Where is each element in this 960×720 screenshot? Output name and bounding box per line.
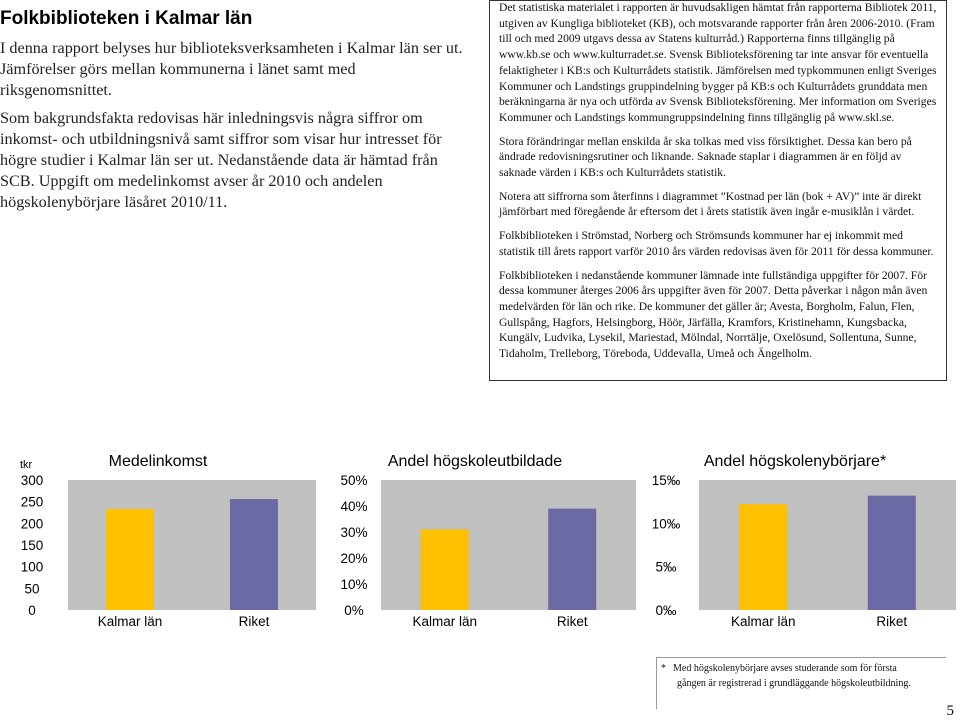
intro-paragraph: I denna rapport belyses hur biblioteksverksamheten i Kalmar län ser ut. Jämförelser görs mellan kommunerna i länet samt med riksgenomsnittet. <box>0 39 463 99</box>
y-tick-label: 100 <box>20 559 44 575</box>
chart-svg <box>0 440 320 640</box>
y-tick-label: 40% <box>340 499 368 514</box>
y-tick-label: 30% <box>340 525 368 540</box>
bar <box>421 529 469 610</box>
chart-title: Andel högskoleutbildade <box>387 453 563 470</box>
plot-area <box>699 480 956 610</box>
y-tick-label: 300 <box>20 473 44 488</box>
plot-area <box>68 480 316 610</box>
category-label: Kalmar län <box>730 614 796 629</box>
note-changes: Stora förändringar mellan enskilda år ska tolkas med viss försiktighet. Dessa kan bero på ändrade redovisningsrutiner och liknande. Saknade staplar i diagrammen är en följd av saknade värden i KB:s och Kulturrådets statistik. <box>499 134 912 180</box>
category-label: Kalmar län <box>97 614 163 629</box>
unit-label: tkr <box>20 459 33 471</box>
y-tick-label: 150 <box>20 538 44 553</box>
category-label: Riket <box>238 614 270 629</box>
y-tick-label: 0% <box>344 603 364 618</box>
chart-andel-hogskoleutbildade <box>320 440 640 640</box>
chart-svg <box>320 440 640 640</box>
background-facts-paragraph: Som bakgrundsfakta redovisas här inledningsvis några siffror om inkomst- och utbildningsnivå samt siffror som visar hur intresset för högre studier i Kalmar län ser ut. Nedanstående data är hämtad från SCB. Uppgift om medelinkomst avser år 2010 och andelen högskolenybörjare läsåret 2010/11. <box>0 109 442 211</box>
note-incomplete-2007: Folkbiblioteken i nedanstående kommuner lämnade inte fullständiga uppgifter för 2007. För dessa kommuner återges 2006 års uppgifter även för 2007. Detta påverkar i någon mån även medelvärden för län och rike. De kommuner det gäller är; Avesta, Borgholm, Falun, Flen, Gullspång, Hagfors, Helsingborg, Höör, Järfälla, Kramfors, Kristinehamn, Kungsbacka, Kungälv, Ludvika, Lysekil, Mariestad, Mölndal, Norrtälje, Oxelösund, Sollentuna, Sunne, Tidaholm, Trelleborg, Töreboda, Uddevalla, Umeå och Ängelholm. <box>499 268 928 361</box>
footnote-marker: * <box>661 663 666 674</box>
chart-title: Medelinkomst <box>108 453 208 470</box>
y-tick-label: 5‰ <box>655 559 677 575</box>
footnote-text-line-1: Med högskolenybörjare avses studerande som för första <box>673 663 897 674</box>
y-tick-label: 0 <box>28 603 36 618</box>
y-tick-label: 10% <box>340 577 368 592</box>
chart-title: Andel högskolenybörjare* <box>703 453 887 470</box>
chart-medelinkomst <box>0 440 320 640</box>
page-heading: Folkbiblioteken i Kalmar län <box>0 8 253 29</box>
note-source: Det statistiska materialet i rapporten är huvudsakligen hämtat från rapporterna Bibliotek 2011, utgiven av Kungliga biblioteket (KB), och motsvarande rapporter från åren 2006-2010. (Fram till och med 2009 utgavs dessa av Statens kulturråd.) Rapporterna finns tillgänglig på www.kb.se och www.kulturradet.se. Svensk Biblioteksförening tar inte ansvar för eventuella felaktigheter i KB:s och Kulturrådets statistik. Jämförelsen med typkommunen enligt Sveriges Kommuner och Landstings gruppindelning bygger på KB:s och Kulturrådets grunddata men beräkningarna är nya och utförda av Svensk Biblioteksförening. Mer information om Sveriges Kommuner och Landstings kommungruppsindelning finns tillgänglig på www.skl.se. <box>499 1 937 124</box>
chart-svg <box>640 440 960 640</box>
category-label: Riket <box>556 614 588 629</box>
y-tick-label: 15‰ <box>651 473 681 488</box>
bar <box>739 504 787 610</box>
y-tick-label: 250 <box>20 494 44 510</box>
note-cost-diagram: Notera att siffrorna som återfinns i diagrammet ”Kostnad per län (bok + AV)” inte är direkt jämförbart med föregående år eftersom det i årets statistik även ingår e-musiklån i värdet. <box>499 189 922 219</box>
footnote <box>656 657 946 709</box>
bar <box>548 509 596 610</box>
y-tick-label: 50 <box>24 581 40 597</box>
y-tick-label: 0‰ <box>655 603 677 618</box>
bar <box>230 499 278 610</box>
page-number: 5 <box>946 703 954 719</box>
chart-andel-hogskolenyborjare <box>640 440 960 640</box>
category-label: Riket <box>876 614 908 629</box>
bar <box>106 509 154 610</box>
y-tick-label: 50% <box>340 473 368 488</box>
y-tick-label: 10‰ <box>651 516 681 532</box>
category-label: Kalmar län <box>412 614 478 629</box>
y-tick-label: 20% <box>340 551 368 566</box>
footnote-text-line-2: gången är registrerad i grundläggande högskoleutbildning. <box>677 678 911 689</box>
y-tick-label: 200 <box>20 516 44 532</box>
bar <box>868 496 916 610</box>
note-missing-municipalities: Folkbiblioteken i Strömstad, Norberg och Strömsunds kommuner har ej inkommit med statistik till årets rapport varför 2010 års värden redovisas även för 2011 för dessa kommuner. <box>499 229 934 258</box>
statistics-notes-box <box>489 0 947 381</box>
plot-area <box>381 480 636 610</box>
